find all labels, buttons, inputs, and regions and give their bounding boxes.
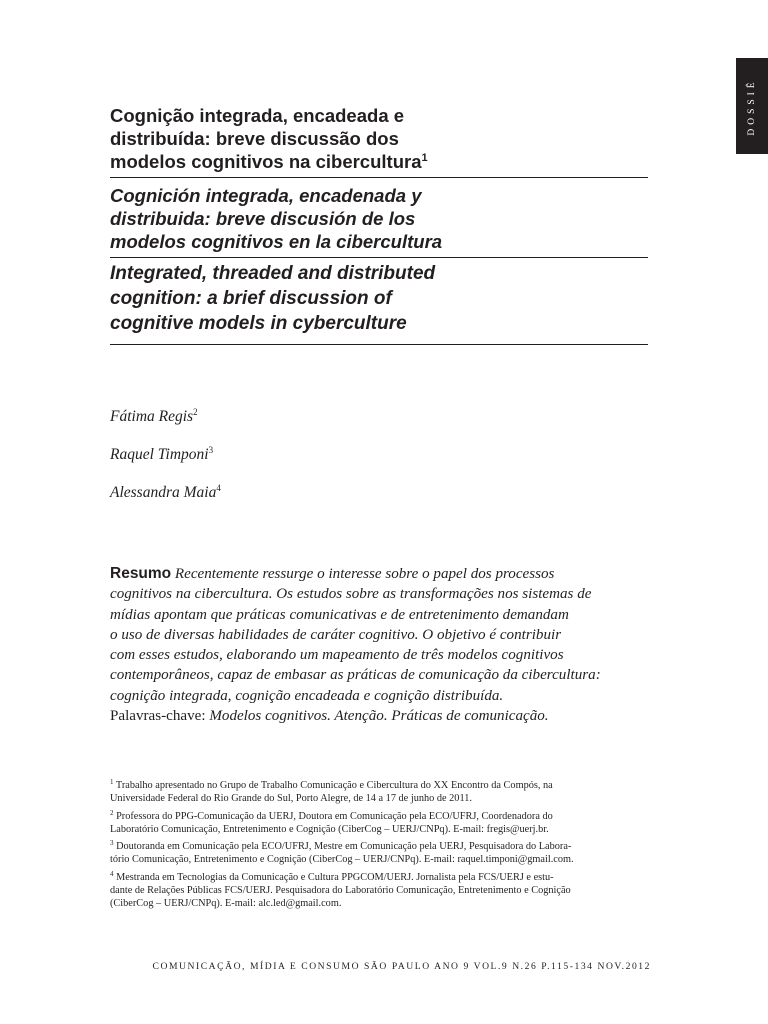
keywords-label: Palavras-chave:: [110, 708, 206, 725]
footnote: [110, 871, 650, 911]
title-en-line: cognitive models in cyberculture: [110, 313, 407, 334]
title-pt-line: modelos cognitivos na cibercultura: [110, 151, 422, 172]
footnote-line: tório Comunicação, Entretenimento e Cognição (CiberCog – UERJ/CNPq). E-mail: raquel.timponi@gmail.com.: [110, 854, 574, 866]
footnote-number: 2: [110, 808, 114, 817]
keywords: [110, 706, 655, 726]
abstract-line: cognitivos na cibercultura. Os estudos sobre as transformações nos sistemas de: [110, 586, 592, 603]
footnote-ref-2: 2: [193, 407, 198, 417]
title-es-line: Cognición integrada, encadenada y: [110, 185, 422, 206]
title-en-line: cognition: a brief discussion of: [110, 288, 392, 309]
footnote: [110, 840, 650, 867]
title-spanish: [110, 178, 648, 257]
footnote-number: 3: [110, 839, 114, 848]
footnote-line: Laboratório Comunicação, Entretenimento e Cognição (CiberCog – UERJ/CNPq). E-mail: fregis@uerj.br.: [110, 823, 549, 835]
footnote-ref-3: 3: [208, 445, 214, 455]
footnote-line: Universidade Federal do Rio Grande do Sul, Porto Alegre, de 14 a 17 de junho de 2011.: [110, 793, 472, 805]
title-pt-line: distribuída: breve discussão dos: [110, 128, 399, 149]
section-tab-label: DOSSIÊ: [747, 78, 757, 136]
footnote-line: dante de Relações Públicas FCS/UERJ. Pesquisadora do Laboratório Comunicação, Entretenimento e Cognição: [110, 885, 571, 897]
footnote-line: (CiberCog – UERJ/CNPq). E-mail: alc.led@gmail.com.: [110, 898, 342, 910]
title-pt-line: Cognição integrada, encadeada e: [110, 105, 405, 126]
journal-footer: COMUNICAÇÃO, MÍDIA E CONSUMO SÃO PAULO ANO 9 VOL.9 N.26 P.115-134 NOV.2012: [152, 961, 651, 972]
title-portuguese: [110, 104, 648, 177]
author: [110, 407, 221, 427]
title-divider: [110, 344, 648, 345]
abstract-line: com esses estudos, elaborando um mapeamento de três modelos cognitivos: [110, 647, 564, 664]
abstract-line: contemporâneos, capaz de embasar as práticas de comunicação da cibercultura:: [110, 667, 601, 684]
footnote-line: Professora do PPG-Comunicação da UERJ, Doutora em Comunicação pela ECO/UFRJ, Coordenadora do: [116, 810, 553, 822]
section-tab: [736, 58, 768, 154]
footnote-line: Mestranda em Tecnologias da Comunicação e Cultura PPGCOM/UERJ. Jornalista pela FCS/UERJ e estu-: [116, 871, 554, 883]
footnote-line: Trabalho apresentado no Grupo de Trabalho Comunicação e Cibercultura do XX Encontro da Compós, na: [115, 780, 553, 791]
author-name: Raquel Timponi: [110, 446, 209, 463]
author: [110, 445, 221, 465]
keywords-text: Modelos cognitivos. Atenção. Práticas de comunicação.: [205, 708, 549, 725]
footnote: [110, 810, 650, 837]
abstract-line: Recentemente ressurge o interesse sobre o papel dos processos: [171, 566, 555, 582]
abstract-text: [110, 564, 655, 706]
author-list: [110, 407, 221, 521]
footnote-line: Doutoranda em Comunicação pela ECO/UFRJ, Mestre em Comunicação pela UERJ, Pesquisadora do Labora-: [116, 841, 572, 853]
title-english: [110, 258, 648, 344]
title-es-line: modelos cognitivos en la cibercultura: [110, 231, 443, 252]
author: [110, 483, 221, 503]
footnote: [110, 779, 650, 806]
title-es-line: distribuida: breve discusión de los: [110, 208, 416, 229]
footnote-ref-1: 1: [421, 152, 428, 164]
abstract-label: Resumo: [110, 565, 172, 582]
abstract: [110, 564, 655, 726]
abstract-line: mídias apontam que práticas comunicativas e de entretenimento demandam: [110, 606, 569, 623]
author-name: Fátima Regis: [110, 408, 194, 425]
title-en-line: Integrated, threaded and distributed: [110, 263, 436, 284]
author-name: Alessandra Maia: [110, 484, 217, 501]
article-titles: [110, 104, 648, 345]
abstract-line: o uso de diversas habilidades de caráter cognitivo. O objetivo é contribuir: [110, 626, 562, 643]
footnotes: [110, 779, 650, 915]
footnote-number: 1: [110, 778, 114, 786]
abstract-line: cognição integrada, cognição encadeada e cognição distribuída.: [110, 687, 504, 704]
footnote-number: 4: [110, 869, 114, 878]
footnote-ref-4: 4: [216, 483, 221, 493]
